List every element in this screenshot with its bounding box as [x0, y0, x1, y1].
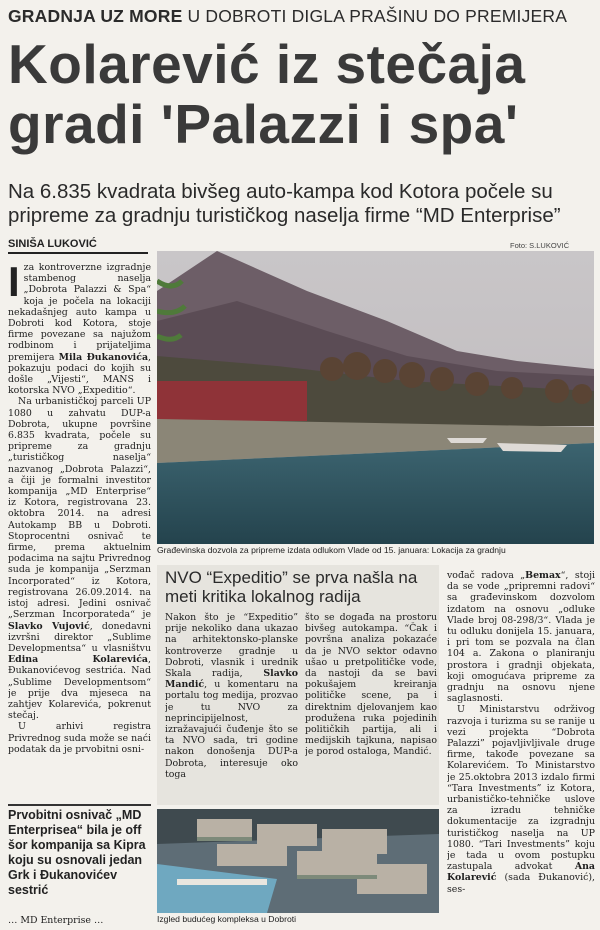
col3-p1-b: “, stoji da se vode „pripremni radovi“ sa građevinskom dozvolom izdatom na osnovu „odluke Vlade broj 08-298/3“. Vlada je tu odluku donijela 15. januara, i pri tom se pozvala na član 104 a. Zakona o planiranju prostora i gradnji objekata, koji omogućava pripreme za gradnju na osnovu njene saglasnosti. — [447, 570, 595, 705]
col1-p2-end: , Đukanovićevog sestrića. Nad „Sublime Developmentsom“ je prije dva mjeseca na zahtjev Kolarevića, pokrenut stečaj. — [8, 654, 151, 722]
article-column-3 — [447, 570, 595, 930]
col1-p2-bold: Slavko Vujović — [8, 620, 90, 632]
col1-p1-end: , pokazuju podaci do kojih su došle „Vijesti“, MANS i kotorska NVO „Expeditio“. — [8, 351, 151, 397]
rendering-photo — [157, 809, 439, 913]
col1-p1-bold: Mila Đukanovića — [58, 351, 149, 363]
kicker — [8, 6, 594, 27]
col3-paragraph-2 — [447, 704, 595, 894]
author-rule — [8, 252, 148, 254]
box-c1-text: Nakon što je “Expeditio” prije nekoliko dana ukazao na arhitektonsko-planske kontroverze gradnje u Dobroti, vlasnik i urednik Skala radija, — [165, 612, 298, 680]
sidebar-rule — [8, 804, 151, 806]
box-c2-paragraph: što se događa na prostoru bivšeg autokampa. “Čak i površna analiza pokazaće da je NVO sektor odavno ušao u pretpolitičke vode, da nastoji da se bavi pokušajem kreiranja političke scene, pa i direktnim djelovanjem kao produžena ruka pojedinih političkih partija, ali i medijskih tajkuna, napisao je porod ostaloga, Mandić. — [305, 612, 437, 758]
col3-p2-text: U Ministarstvu održivog razvoja i turizma su se ranije u vezi projekta “Dobrota Palazzi” pojavljivljivale druge firme, takođe povezane sa Kolarevićem. To Ministarstvo je 25.oktobra 2013 izdalo firmi “Tara Investments” iz Kotora, urbanističko-tehničke uslove za izradu tehničke dokumentacije za izgradnju turističkog naselja na UP 1080. “Tari Investments” koju je tada u ovom postupku zastupala advokat — [447, 704, 595, 873]
col3-p1-bold: Bemax — [525, 570, 561, 581]
box-column-2 — [305, 612, 437, 802]
col1-p2-text: Na urbanističkoj parceli UP 1080 u zahvatu DUP-a Dobrota, ukupne površine 6.835 kvadrata, počele su pripreme za gradnju „turističkog naselja“ nazvanog „Dobrota Palazzi“, a čiji je formalni investitor kompanija „MD Enterprise“ iz Kotora, registrovana 23. oktobra 2014. na adresi Autokamp BB u Dobroti. Stoprocentni osnivač te firme, prema aktuelnim podacima na sajtu Privrednog suda je kompanija „Serzman Incorporated“ iz Kotora, registrovana 26.09.2014. na istoj adresi. Jedini osnivač „Serzman Incorporateda“ je — [8, 396, 151, 621]
col3-p2-bold: Ana Kolarević — [447, 861, 595, 884]
box-title: NVO “Expeditio” se prva našla na meti kritika lokalnog radija — [165, 568, 418, 606]
author-byline: SINIŠA LUKOVIĆ — [8, 238, 97, 250]
kicker-rest: U DOBROTI DIGLA PRAŠINU DO PREMIJERA — [182, 6, 568, 26]
box-column-1 — [165, 612, 298, 802]
headline-line-2: gradi 'Palazzi i spa' — [8, 93, 519, 155]
col3-paragraph-1 — [447, 570, 595, 704]
article-column-1 — [8, 262, 151, 802]
col1-p1-text: za kontroverzne izgradnje stambenog naselja „Dobrota Palazzi & Spa“ koja je počela na lokaciji nekadašnjeg auto kampa u Dobroti kod Kotora, stoje firme povezane sa najužom rodbinom i prijateljima premijera — [8, 262, 151, 363]
main-photo-caption: Građevinska dozvola za pripreme izdata odlukom Vlade od 15. januara: Lokacija za gradnju — [157, 545, 506, 555]
col3-p2-end: (sada Đukanović), ses- — [447, 872, 595, 895]
headline — [8, 34, 596, 154]
complex-rendering — [157, 809, 439, 913]
kicker-bold: GRADNJA UZ MORE — [8, 6, 183, 26]
col3-p1-a: vođač radova „ — [447, 570, 526, 581]
sidebar-headline: Prvobitni osnivač „MD Enterprisea“ bila je off šor kompanija sa Kipra koju su osnovali jedan Grk i Đukanovićev sestrić — [8, 808, 146, 897]
col1-p2-bold-2: Edina Kolarevića — [8, 654, 149, 666]
box-c1-end: , u komentaru na portalu tog medija, prozvao je tu NVO za neprincipijelnost, izražavajući čuđenje što se ta NVO sada, tri godine nakon donošenja DUP-a Dobrota, interesuje oko toga — [165, 679, 298, 780]
box-c1-bold: Slavko Mandić — [165, 668, 298, 691]
col1-paragraph-2 — [8, 396, 151, 721]
col1-paragraph-3: U arhivi registra Privrednog suda može se naći podatak da je prvobitni osni- — [8, 721, 151, 755]
col1-paragraph-1 — [8, 262, 151, 396]
deck-subheadline: Na 6.835 kvadrata bivšeg auto-kampa kod Kotora počele su pripreme za gradnju turističkog naselja firme “MD Enterprise” — [8, 180, 561, 227]
headline-line-1: Kolarević iz stečaja — [8, 33, 526, 95]
main-photo-bay — [157, 251, 594, 544]
bay-illustration — [157, 251, 594, 544]
dropcap: I — [8, 262, 20, 305]
box-c1-paragraph — [165, 612, 298, 780]
col1-p2-mid: , donedavni izvršni direktor „Sublime Developmentsa“ u vlasništvu — [8, 620, 151, 654]
sidebar-tail-text: … MD Enterprise … — [8, 915, 104, 926]
photo-credit: Foto: S.LUKOVIĆ — [510, 241, 570, 250]
rendering-caption: Izgled budućeg kompleksa u Dobroti — [157, 914, 297, 924]
